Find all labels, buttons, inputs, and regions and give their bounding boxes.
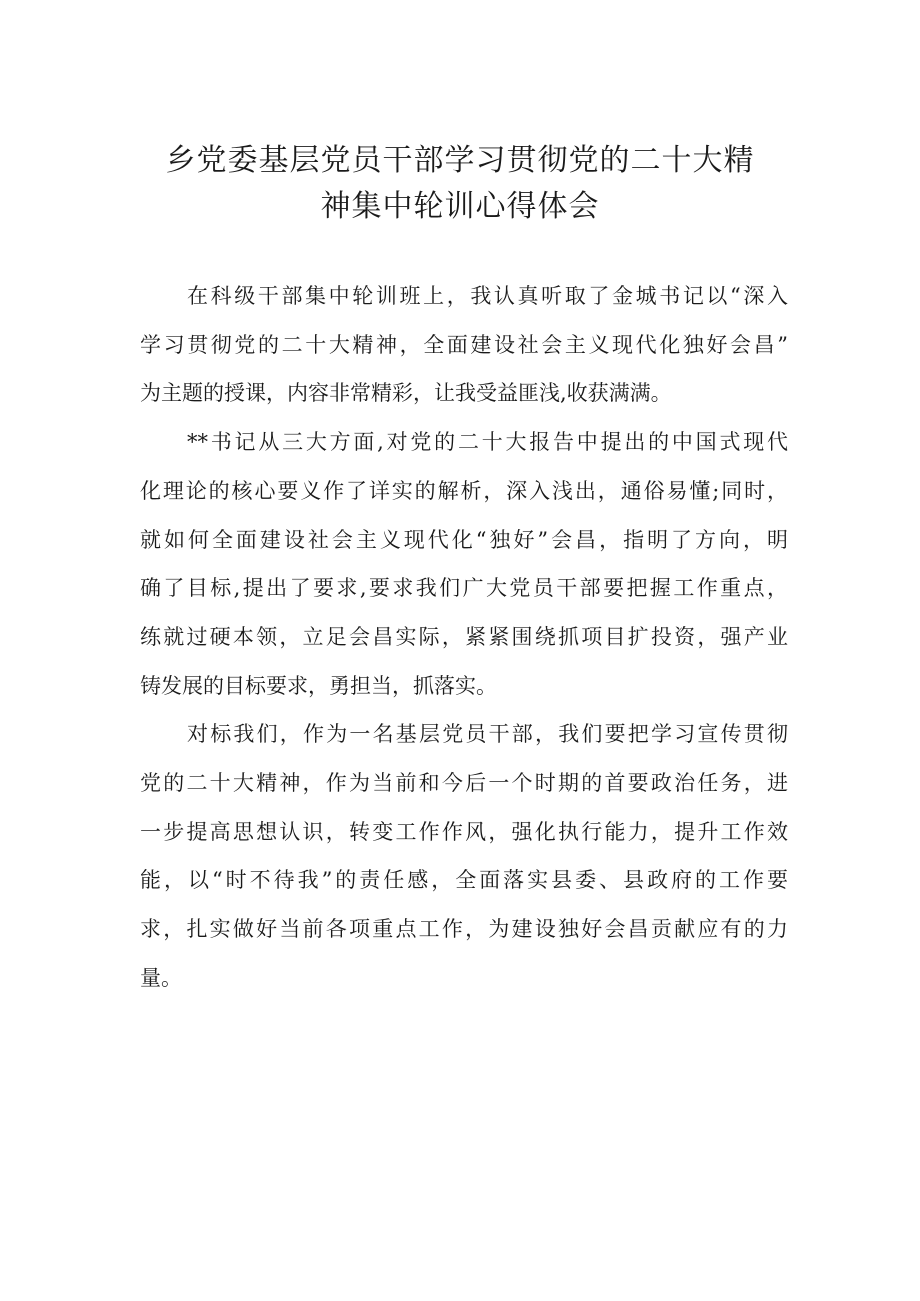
title-line-1: 乡党委基层党员干部学习贯彻党的二十大精 [165, 143, 755, 178]
title-line-2: 神集中轮训心得体会 [320, 189, 600, 224]
paragraph-line: 能，以“时不待我”的责任感，全面落实县委、县政府的工作要 [140, 868, 788, 893]
paragraph-line: 确了目标,提出了要求,要求我们广大党员干部要把握工作重点， [140, 576, 788, 601]
paragraph-line: 练就过硬本领，立足会昌实际，紧紧围绕抓项目扩投资，强产业 [140, 624, 788, 649]
document-title [100, 138, 820, 230]
paragraph-line: 学习贯彻党的二十大精神，全面建设社会主义现代化独好会昌” [140, 332, 788, 357]
paragraph-line: 党的二十大精神，作为当前和今后一个时期的首要政治任务，进 [140, 771, 788, 796]
paragraph-line: 为主题的授课，内容非常精彩，让我受益匪浅,收获满满。 [140, 381, 672, 406]
paragraph-line: 就如何全面建设社会主义现代化“独好”会昌，指明了方向，明 [140, 527, 788, 552]
paragraph-line: **书记从三大方面,对党的二十大报告中提出的中国式现代 [187, 430, 788, 455]
paragraph-2 [140, 418, 788, 710]
document-body [140, 272, 788, 1003]
paragraph-line: 对标我们，作为一名基层党员干部，我们要把学习宣传贯彻 [187, 722, 788, 747]
paragraph-line: 求，扎实做好当前各项重点工作，为建设独好会昌贡献应有的力 [140, 917, 788, 942]
paragraph-3 [140, 710, 788, 1002]
paragraph-line: 化理论的核心要义作了详实的解析，深入浅出，通俗易懂;同时， [140, 478, 788, 503]
paragraph-1 [140, 272, 788, 418]
paragraph-line: 一步提高思想认识，转变工作作风，强化执行能力，提升工作效 [140, 819, 788, 844]
paragraph-line: 量。 [140, 965, 182, 990]
paragraph-line: 在科级干部集中轮训班上，我认真听取了金城书记以“深入 [187, 284, 788, 308]
paragraph-line: 铸发展的目标要求，勇担当，抓落实。 [140, 673, 497, 698]
